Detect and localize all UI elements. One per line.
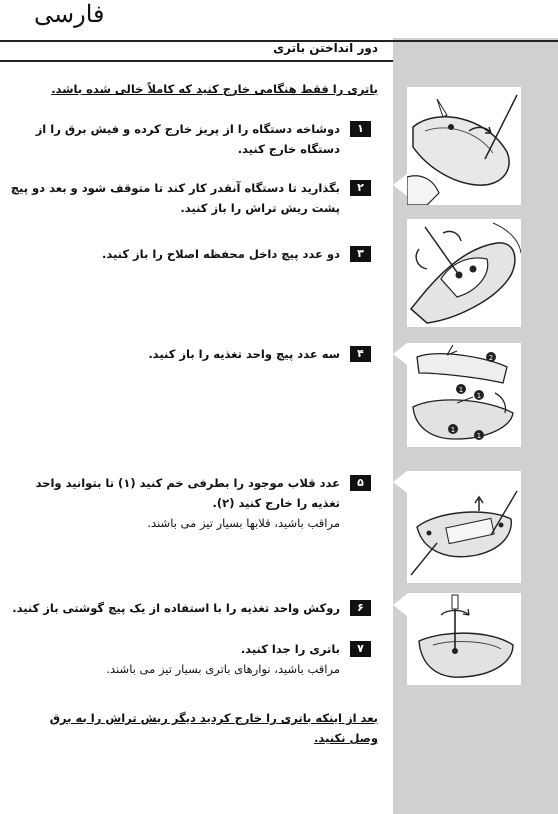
step-7-number: ۷ — [350, 641, 371, 657]
step-5-line-1: عدد قلاب موجود را بطرفی خم کنید (۱) تا بتوانید واحد — [35, 476, 340, 490]
intro-text: باتری را فقط هنگامی خارج کنید که کاملاً خالی شده باشد. — [51, 82, 378, 96]
step-2-number: ۲ — [350, 180, 371, 196]
shaving-unit-screws-illustration — [407, 219, 521, 327]
step-5-number: ۵ — [350, 475, 371, 491]
footer-line-1: بعد از اینکه باتری را خارج کردید دیگر ریش تراش را به برق — [49, 711, 378, 725]
step-4-line-1: سه عدد پیچ واحد تغذیه را باز کنید. — [148, 347, 340, 361]
step-5-text — [0, 473, 340, 533]
figure-5-panel — [407, 593, 521, 685]
step-1-text — [0, 119, 340, 159]
step-3-number: ۳ — [350, 246, 371, 262]
step-7-line-1: باتری را جدا کنید. — [240, 642, 340, 656]
figure-4-panel — [407, 471, 521, 583]
figure-3-label-3: 1 — [476, 392, 482, 400]
figure-3-label-5: 1 — [476, 432, 482, 440]
header-rule — [0, 60, 393, 62]
figure-2-panel — [407, 219, 521, 327]
step-6-number: ۶ — [350, 600, 371, 616]
step-5-line-2: تغذیه را خارج کنید (۲). — [212, 496, 340, 510]
step-2-line-2: پشت ریش تراش را باز کنید. — [180, 201, 340, 215]
footer-warning — [0, 708, 378, 748]
step-2-line-1: بگذارید تا دستگاه آنقدر کار کند تا متوقف شود و بعد دو پیچ — [10, 181, 340, 195]
power-unit-screws-illustration — [407, 343, 521, 447]
figure-3-label-2: 1 — [458, 386, 464, 394]
step-1-line-1: دوشاخه دستگاه را از پریز خارج کرده و فیش برق را از — [35, 122, 340, 136]
figure-3-label-4: 1 — [450, 426, 456, 434]
footer-line-2: وصل نکنید. — [314, 731, 378, 745]
step-5-note: مراقب باشید، قلابها بسیار تیز می باشند. — [147, 516, 340, 530]
step-6-line-1: روکش واحد تغذیه را با استفاده از یک پیچ گوشتی باز کنید. — [12, 601, 340, 615]
step-3-line-1: دو عدد پیچ داخل محفظه اصلاح را باز کنید. — [101, 247, 340, 261]
step-2-text — [0, 178, 340, 218]
step-7-text — [0, 639, 340, 679]
figure-3-pointer — [393, 343, 407, 365]
figure-1-panel — [407, 87, 521, 205]
step-4-number: ۴ — [350, 346, 371, 362]
power-unit-cover-illustration — [407, 593, 521, 685]
shaver-back-screws-illustration — [407, 87, 521, 205]
figure-5-pointer — [393, 594, 407, 616]
step-1-number: ۱ — [350, 121, 371, 137]
power-unit-hooks-illustration — [407, 471, 521, 583]
figure-4-pointer — [393, 471, 407, 493]
language-label: فارسی — [34, 0, 105, 28]
step-7-note: مراقب باشید، نوارهای باتری بسیار تیز می باشند. — [106, 662, 340, 676]
figure-3-label-1: 2 — [488, 354, 494, 362]
section-title: دور انداختن باتری — [273, 41, 378, 55]
step-1-line-2: دستگاه خارج کنید. — [237, 142, 340, 156]
figure-3-panel — [407, 343, 521, 447]
figure-1-pointer — [393, 174, 407, 196]
